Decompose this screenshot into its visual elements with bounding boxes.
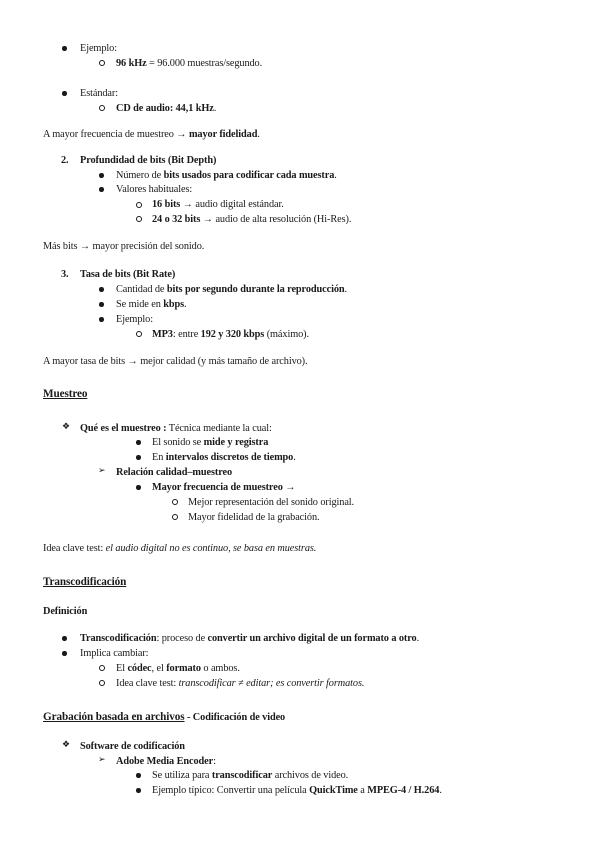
text-line: Número de bits usados para codificar cada muestra. (116, 170, 337, 181)
bullet-disc (62, 651, 67, 656)
bullet-disc (99, 187, 104, 192)
bullet-disc (99, 317, 104, 322)
bullet-circle (136, 216, 142, 222)
bullet-circle (99, 60, 105, 66)
text-line: El sonido se mide y registra (152, 437, 269, 448)
text-line: Relación calidad–muestreo (116, 467, 232, 478)
bullet-circle (99, 665, 105, 671)
bullet-circle (136, 202, 142, 208)
bullet-circle (172, 514, 178, 520)
text-line: Mayor frecuencia de muestreo → (152, 482, 296, 493)
text-line: MP3: entre 192 y 320 kbps (máximo). (152, 329, 309, 340)
list-number: 2. (61, 155, 69, 166)
bullet-disc (136, 773, 141, 778)
text-line: Ejemplo: (80, 43, 117, 54)
text-line: Cantidad de bits por segundo durante la reproducción. (116, 284, 347, 295)
text-line: Software de codificación (80, 741, 185, 752)
bullet-disc (136, 485, 141, 490)
text-line: Idea clave test: transcodificar ≠ editar; es convertir formatos. (116, 678, 365, 689)
bullet-disc (99, 173, 104, 178)
text-line: 24 o 32 bits → audio de alta resolución (Hi-Res). (152, 214, 352, 225)
text-line: El códec, el formato o ambos. (116, 663, 240, 674)
diamond-bullet-icon: ❖ (62, 740, 70, 750)
diamond-bullet-icon: ❖ (62, 422, 70, 432)
bullet-disc (99, 287, 104, 292)
subsection-title: Definición (43, 606, 88, 617)
bullet-circle (172, 499, 178, 505)
bullet-circle (99, 105, 105, 111)
text-line: Idea clave test: el audio digital no es continuo, se basa en muestras. (43, 543, 317, 554)
section-heading: Transcodificación (43, 576, 127, 588)
text-line: Valores habituales: (116, 184, 193, 195)
text-line: CD de audio: 44,1 kHz. (116, 103, 217, 114)
text-line: Mejor representación del sonido original. (188, 497, 355, 508)
text-line: 16 bits → audio digital estándar. (152, 199, 284, 210)
arrow-bullet-icon: ➢ (98, 755, 106, 765)
text-line: Se utiliza para transcodificar archivos de video. (152, 770, 349, 781)
text-line: Estándar: (80, 88, 118, 99)
bullet-disc (62, 91, 67, 96)
bullet-disc (136, 440, 141, 445)
bullet-disc (136, 455, 141, 460)
text-line: 96 kHz = 96.000 muestras/segundo. (116, 58, 263, 69)
section-heading: Muestreo (43, 388, 88, 400)
bullet-disc (62, 46, 67, 51)
section-item-title: Profundidad de bits (Bit Depth) (80, 155, 217, 166)
bullet-circle (136, 331, 142, 337)
section-item-title: Tasa de bits (Bit Rate) (80, 269, 176, 280)
text-line: Qué es el muestreo : Técnica mediante la cual: (80, 423, 272, 434)
bullet-disc (99, 302, 104, 307)
arrow-bullet-icon: ➢ (98, 466, 106, 476)
text-line: A mayor frecuencia de muestreo → mayor fidelidad. (43, 129, 260, 140)
section-heading: Grabación basada en archivos - Codificación de video (43, 711, 286, 723)
bullet-disc (62, 636, 67, 641)
text-line: Implica cambiar: (80, 648, 149, 659)
bullet-disc (136, 788, 141, 793)
text-line: Ejemplo típico: Convertir una película QuickTime a MPEG-4 / H.264. (152, 785, 442, 796)
text-line: A mayor tasa de bits → mejor calidad (y más tamaño de archivo). (43, 356, 308, 367)
text-line: Más bits → mayor precisión del sonido. (43, 241, 205, 252)
text-line: Transcodificación: proceso de convertir un archivo digital de un formato a otro. (80, 633, 420, 644)
text-line: Ejemplo: (116, 314, 153, 325)
text-line: Se mide en kbps. (116, 299, 187, 310)
text-line: En intervalos discretos de tiempo. (152, 452, 296, 463)
bullet-circle (99, 680, 105, 686)
text-line: Adobe Media Encoder: (116, 756, 216, 767)
list-number: 3. (61, 269, 69, 280)
text-line: Mayor fidelidad de la grabación. (188, 512, 320, 523)
